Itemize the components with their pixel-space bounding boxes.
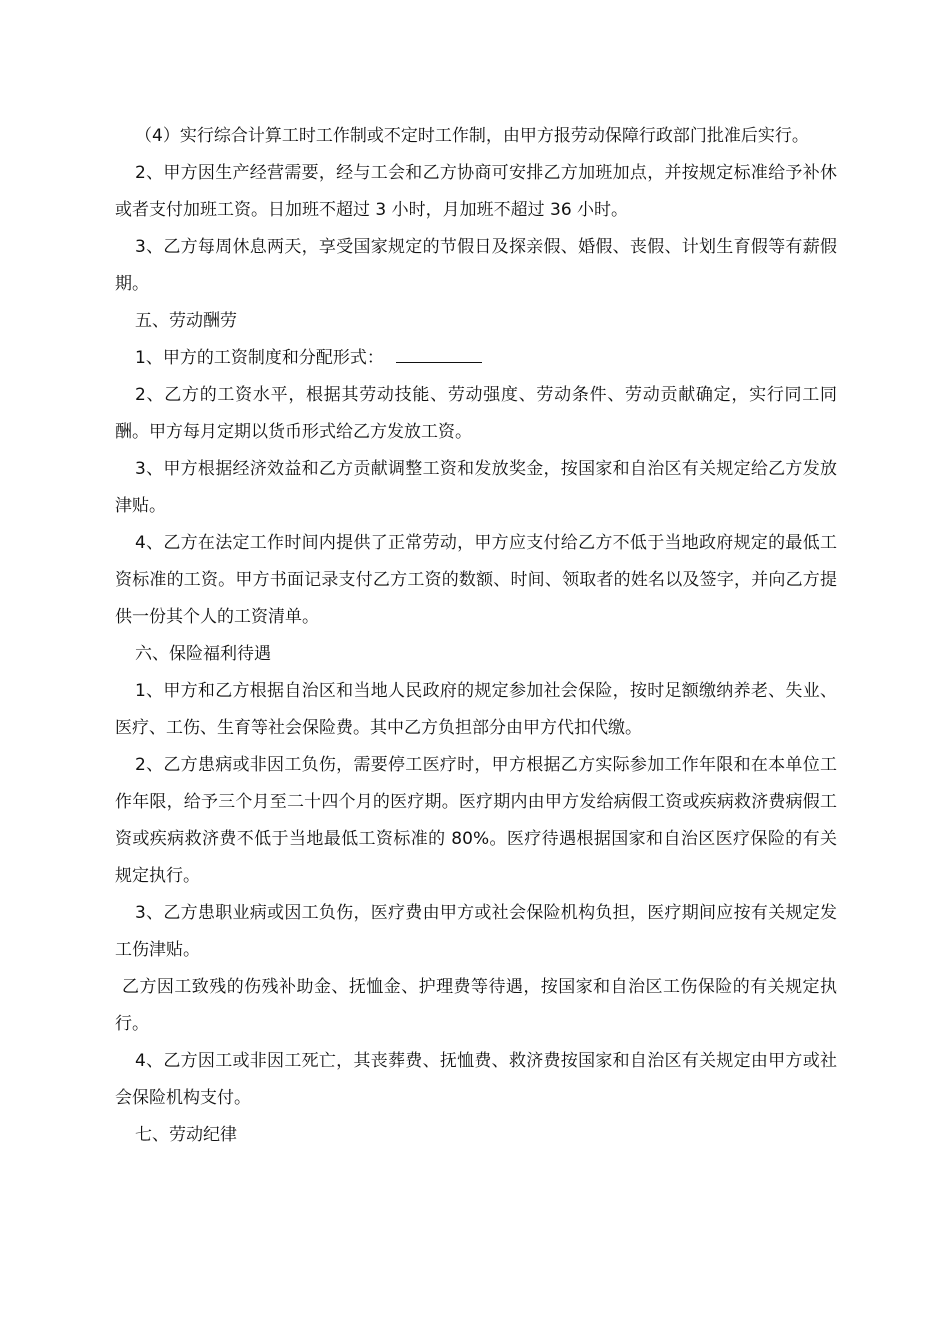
paragraph-death-benefits: 4、乙方因工或非因工死亡，其丧葬费、抚恤费、救济费按国家和自治区有关规定由甲方或社会保险机构支付。 <box>115 1051 837 1108</box>
paragraph-medical-period: 2、乙方患病或非因工负伤，需要停工医疗时，甲方根据乙方实际参加工作年限和在本单位工作年限，给予三个月至二十四个月的医疗期。医疗期内由甲方发给病假工资或疾病救济费病假工资或疾病救济费不低于当地最低工资标准的 80%。医疗待遇根据国家和自治区医疗保险的有关规定执行。 <box>115 755 837 886</box>
paragraph-rest-days: 3、乙方每周休息两天，享受国家规定的节假日及探亲假、婚假、丧假、计划生育假等有薪假期。 <box>115 237 837 294</box>
paragraph-bonus-allowance: 3、甲方根据经济效益和乙方贡献调整工资和发放奖金，按国家和自治区有关规定给乙方发放津贴。 <box>115 459 837 516</box>
paragraph-minimum-wage: 4、乙方在法定工作时间内提供了正常劳动，甲方应支付给乙方不低于当地政府规定的最低工资标准的工资。甲方书面记录支付乙方工资的数额、时间、领取者的姓名以及签字，并向乙方提供一份其个人的工资清单。 <box>115 533 837 627</box>
section-heading-remuneration: 五、劳动酬劳 <box>135 311 237 331</box>
section-heading-discipline: 七、劳动纪律 <box>135 1125 237 1145</box>
paragraph-occupational-injury: 3、乙方患职业病或因工负伤，医疗费由甲方或社会保险机构负担，医疗期间应按有关规定发工伤津贴。 <box>115 903 837 960</box>
wage-system-label: 1、甲方的工资制度和分配形式： <box>135 348 384 368</box>
paragraph-working-hours-4: （4）实行综合计算工时工作制或不定时工作制，由甲方报劳动保障行政部门批准后实行。 <box>135 126 809 146</box>
paragraph-disability-benefits: 乙方因工致残的伤残补助金、抚恤金、护理费等待遇，按国家和自治区工伤保险的有关规定执行。 <box>115 977 837 1034</box>
paragraph-wage-system <box>115 340 837 377</box>
paragraph-overtime: 2、甲方因生产经营需要，经与工会和乙方协商可安排乙方加班加点，并按规定标准给予补休或者支付加班工资。日加班不超过 3 小时，月加班不超过 36 小时。 <box>115 163 837 220</box>
document-body <box>115 118 837 1154</box>
section-heading-insurance: 六、保险福利待遇 <box>135 644 271 664</box>
paragraph-social-insurance: 1、甲方和乙方根据自治区和当地人民政府的规定参加社会保险，按时足额缴纳养老、失业、医疗、工伤、生育等社会保险费。其中乙方负担部分由甲方代扣代缴。 <box>115 681 837 738</box>
paragraph-wage-level: 2、乙方的工资水平，根据其劳动技能、劳动强度、劳动条件、劳动贡献确定，实行同工同酬。甲方每月定期以货币形式给乙方发放工资。 <box>115 385 837 442</box>
wage-system-blank-line <box>396 348 482 363</box>
